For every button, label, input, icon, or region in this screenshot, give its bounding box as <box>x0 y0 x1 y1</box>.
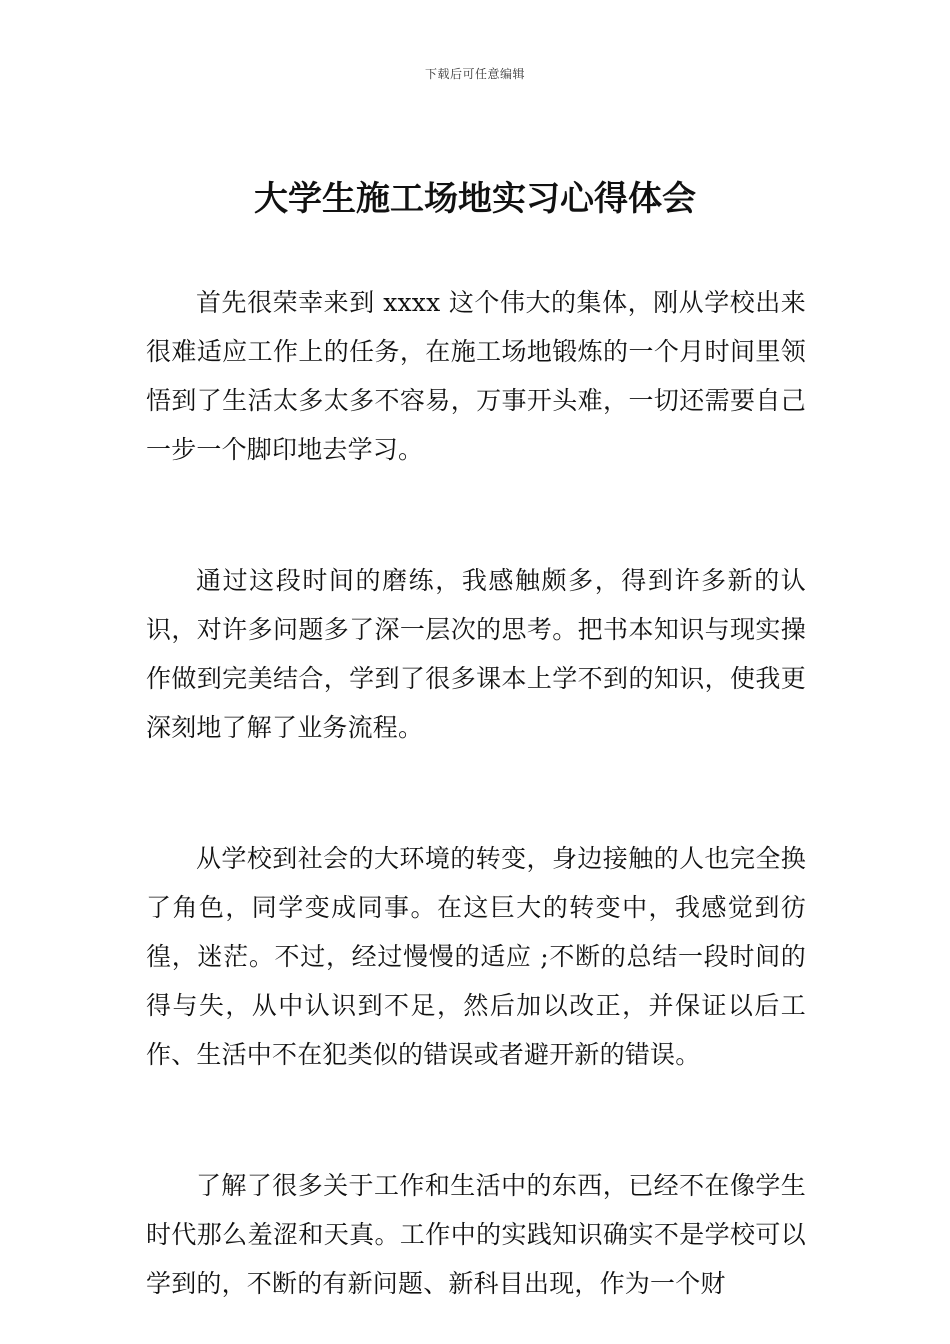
paragraph-2: 通过这段时间的磨练，我感触颇多，得到许多新的认识，对许多问题多了深一层次的思考。把书本知识与现实操作做到完美结合，学到了很多课本上学不到的知识，使我更深刻地了解了业务流程。 <box>146 566 806 742</box>
paragraph-1: 首先很荣幸来到 xxxx 这个伟大的集体，刚从学校出来很难适应工作上的任务，在施工场地锻炼的一个月时间里领悟到了生活太多太多不容易，万事开头难，一切还需要自己一步一个脚印地去学习。 <box>146 288 806 464</box>
paragraph-4: 了解了很多关于工作和生活中的东西，已经不在像学生时代那么羞涩和天真。工作中的实践知识确实不是学校可以学到的，不断的有新问题、新科目出现，作为一个财 <box>146 1171 806 1298</box>
header-note: 下载后可任意编辑 <box>424 67 525 81</box>
document-title: 大学生施工场地实习心得体会 <box>254 179 696 219</box>
paragraph-3: 从学校到社会的大环境的转变，身边接触的人也完全换了角色，同学变成同事。在这巨大的转变中，我感觉到彷徨，迷茫。不过，经过慢慢的适应 ;不断的总结一段时间的得与失，从中认识到不足，然后加以改正，并保证以后工作、生活中不在犯类似的错误或者避开新的错误。 <box>146 844 806 1069</box>
document-body <box>146 278 806 1344</box>
